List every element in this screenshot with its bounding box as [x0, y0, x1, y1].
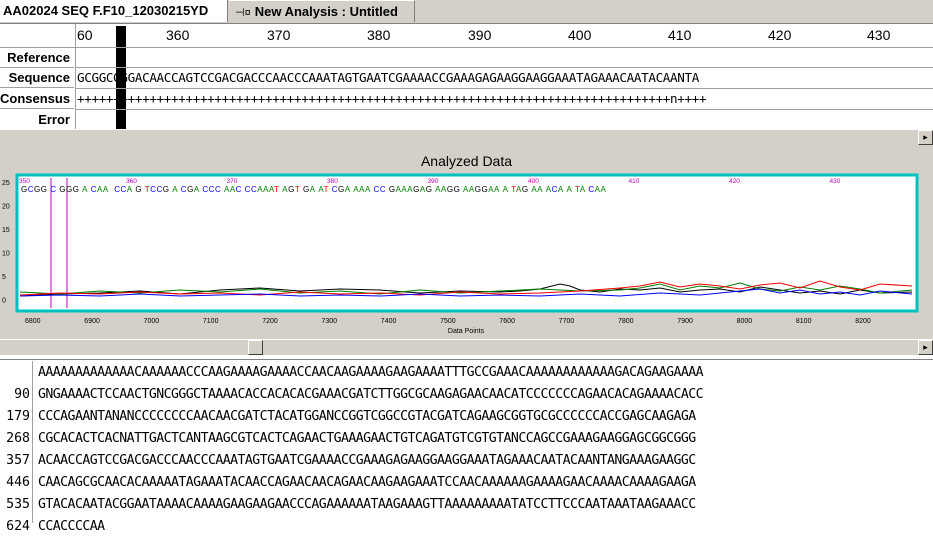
base-position-label: 420	[729, 178, 740, 185]
scroll-right-icon[interactable]: ▸	[918, 340, 933, 355]
x-tick-label: 8000	[736, 318, 753, 325]
ruler-label: 360	[166, 27, 190, 43]
x-tick-label: 7500	[440, 318, 456, 325]
base-position-label: 400	[528, 178, 539, 185]
y-tick-label: 10	[2, 250, 10, 258]
grid-divider	[75, 24, 76, 129]
base-position-label: 380	[327, 178, 338, 185]
base-position-label: 410	[628, 178, 640, 185]
row-label-error: Error	[0, 110, 74, 130]
sequence-line[interactable]: GTACACAATACGGAATAAAACAAAAGAAGAAGAACCCAGAAAAAATAAGAAAGTTAAAAAAAAATATCCTTCCCAATAAATAAGAAACC	[38, 497, 696, 512]
ruler-label: 420	[768, 27, 792, 43]
sequence-line[interactable]: ACAACCAGTCCGACGACCCAACCCAAATAGTGAATCGAAAACCGAAAGAGAAGGAAGGAAATAGAAACAATACAANTANGAAAGAAGGC	[38, 453, 696, 468]
line-number: 624	[6, 519, 30, 534]
sequence-line[interactable]: CGCACACTCACNATTGACTCANTAAGCGTCACTCAGAACTGAAAGAACTGTCAGATGTCGTGTANCCAGCCGAAAGAAGGAGCGGCGGG	[38, 431, 696, 446]
row-divider	[75, 109, 933, 110]
y-tick-label: 25	[2, 180, 10, 187]
x-tick-label: 7900	[677, 318, 693, 325]
sequence-line[interactable]: AAAAAAAAAAAAACAAAAAACCCAAGAAAAGAAAACCAACAAGAAAAGAAGAAAATTTGCCGAAACAAAAAAAAAAAAGACAGAAGAAAA	[38, 365, 704, 380]
sequence-line[interactable]: CCACCCCAA	[38, 519, 105, 534]
row-divider	[0, 47, 933, 48]
tab-sample-file[interactable]	[0, 0, 228, 22]
x-tick-label: 7800	[618, 318, 634, 325]
x-tick-label: 7700	[558, 318, 575, 325]
row-label-consensus: Consensus	[0, 89, 74, 109]
y-tick-label: 15	[2, 227, 10, 234]
x-tick-label: 8200	[855, 318, 871, 325]
trace-scrollbar[interactable]	[0, 339, 933, 355]
x-tick-label: 7400	[380, 318, 397, 325]
trace-scroll-thumb[interactable]	[248, 340, 263, 355]
line-number: 357	[6, 453, 30, 468]
base-position-label: 390	[427, 178, 439, 185]
line-number: 90	[14, 387, 30, 402]
ruler-label: 430	[867, 27, 891, 43]
line-number: 535	[6, 497, 30, 512]
base-position-label: 350	[19, 178, 30, 185]
x-tick-label: 7200	[262, 318, 278, 325]
sequence-line[interactable]: GNGAAAACTCCAACTGNCGGGCTAAAACACCACACACGAAACGATCTTGGCGCAAGAGAACAACATCCCCCCCAGAACACAGAAAACACC	[38, 387, 704, 402]
ruler-label: 380	[367, 27, 391, 43]
grid-scrollbar[interactable]	[0, 129, 933, 145]
sequence-line[interactable]: CAACAGCGCAACACAAAAATAGAAATACAACCAGAACAACAGAACAAGAAGAAATCCAACAAAAAAGAAAAGAACAAAACAAAAGAAGA	[38, 475, 696, 490]
y-tick-label: 20	[2, 203, 10, 211]
consensus-row[interactable]: ++++++++++++++++++++++++++++++++++++++++++++++++++++++++++++++++++++++++++++++++++n++++	[77, 91, 707, 106]
base-position-label: 370	[226, 178, 238, 185]
document-tab-bar	[0, 0, 933, 24]
ruler-label: 410	[668, 27, 692, 43]
tab-new-analysis[interactable]	[229, 0, 415, 22]
base-position-label: 430	[829, 178, 841, 185]
x-tick-label: 8100	[795, 318, 812, 325]
sequence-line[interactable]: CCCAGAANTANANCCCCCCCCAACAACGATCTACATGGANCCGGTCGGCCGTACGATCAGAAGCGGTGCGCCCCCCACCGAGCAAGAGA	[38, 409, 696, 424]
line-number: 179	[6, 409, 30, 424]
y-tick-label: 5	[2, 274, 6, 281]
pin-icon[interactable]: ⊣¤	[235, 7, 251, 19]
x-tick-label: 7600	[499, 318, 515, 325]
ruler-label: 390	[468, 27, 492, 43]
ruler-label: 400	[568, 27, 592, 43]
ruler-label: 60	[77, 27, 93, 43]
tab-sample-label: AA02024 SEQ F.F10_12030215YD	[3, 3, 209, 18]
x-tick-label: 7300	[321, 318, 338, 325]
line-number: 268	[6, 431, 30, 446]
x-tick-label: 6900	[84, 318, 100, 325]
x-axis-label: Data Points	[447, 328, 485, 335]
base-calls: GCGG C GGG A CAA CCA G TCCG A CGA CCC AAC CCAAAT AGT GA AT CGA AAA CC GAAAGAG AAGG AAGGAA A TAG AA ACA A TA CAA	[21, 185, 607, 194]
y-tick-label: 0	[2, 297, 6, 305]
sequence-row[interactable]: GCGGCGGGACAACCAGTCCGACGACCCAACCCAAATAGTGAATCGAAAACCGAAAGAGAAGGAAGGAAATAGAAACAATACAANTA	[77, 70, 699, 85]
analyzed-data-title: Analyzed Data	[420, 153, 513, 169]
x-tick-label: 7000	[143, 318, 160, 325]
base-position-label: 360	[126, 178, 137, 185]
tab-analysis-label: New Analysis : Untitled	[254, 4, 398, 19]
row-label-reference: Reference	[0, 48, 74, 68]
x-tick-label: 7100	[202, 318, 219, 325]
ruler-label: 370	[267, 27, 291, 43]
line-number	[0, 362, 30, 384]
electropherogram[interactable]	[0, 172, 933, 340]
line-number-gutter	[32, 361, 33, 523]
x-tick-label: 6800	[25, 318, 41, 325]
line-number: 446	[6, 475, 30, 490]
row-label-sequence: Sequence	[0, 68, 74, 88]
scroll-right-icon[interactable]: ▸	[918, 130, 933, 145]
